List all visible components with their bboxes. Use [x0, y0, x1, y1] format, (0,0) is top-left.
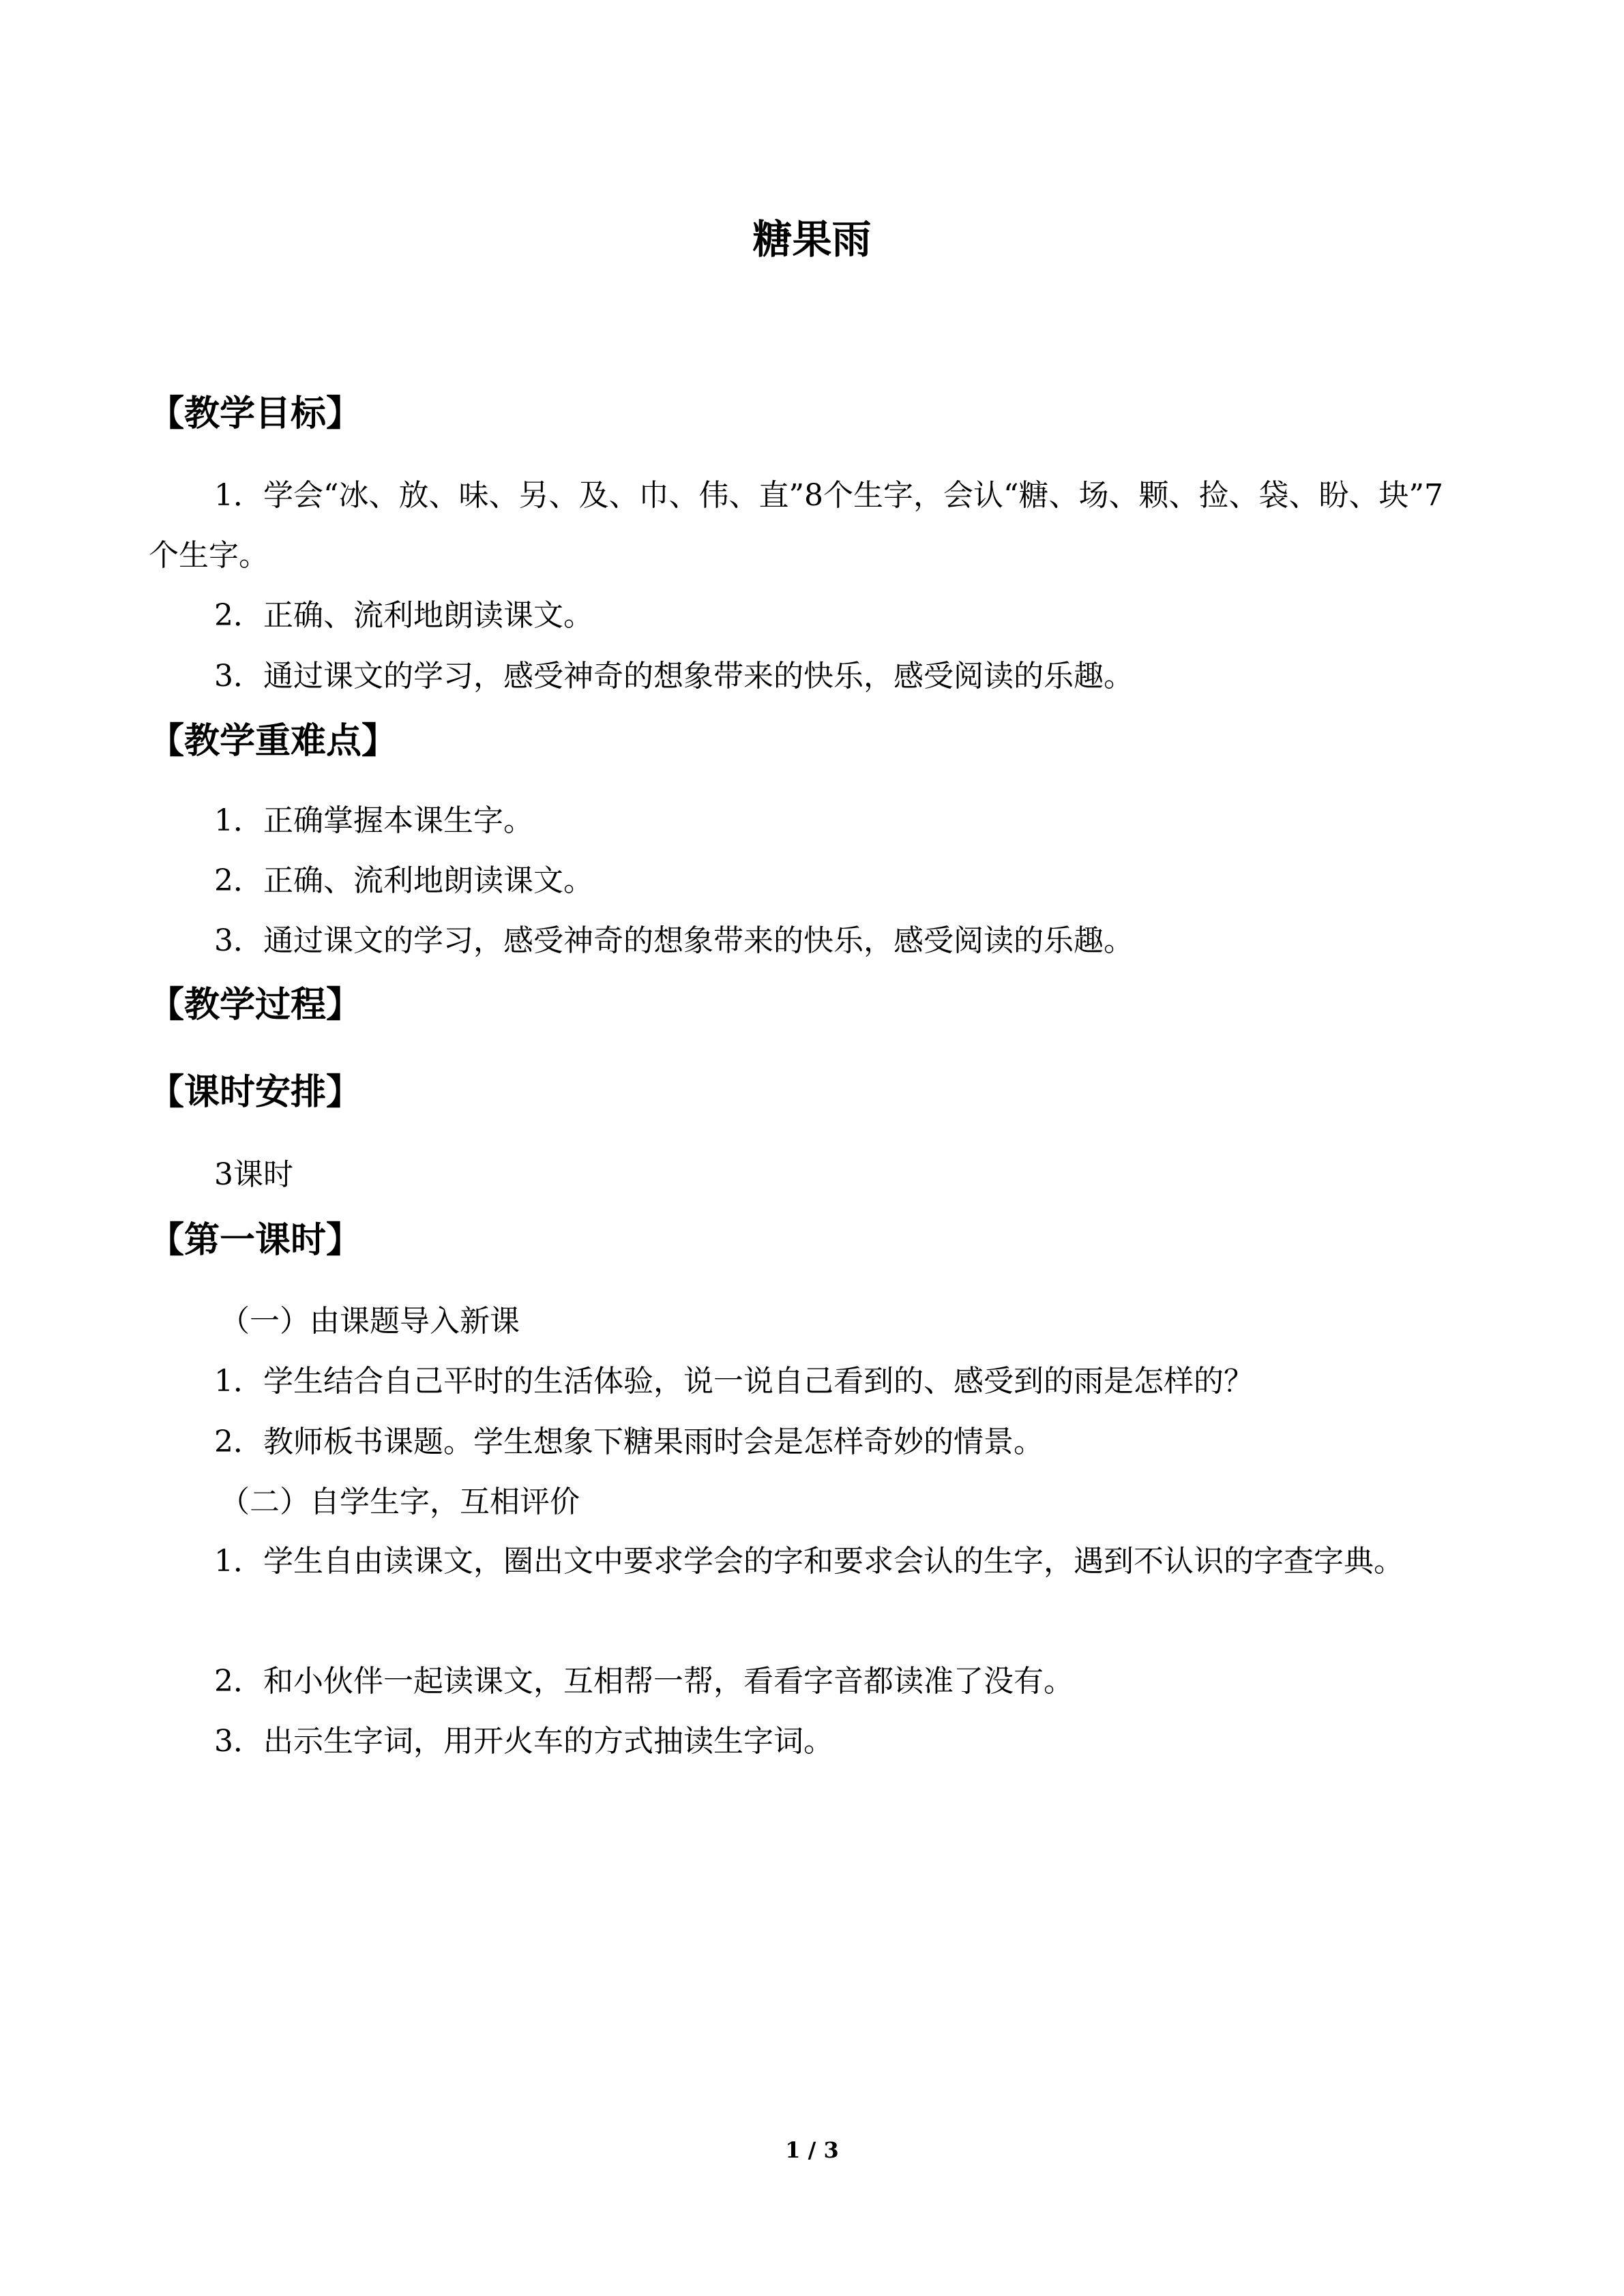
key-point-item-2: 2．正确、流利地朗读课文。 — [214, 863, 593, 898]
goal-item-3: 3．通过课文的学习，感受神奇的想象带来的快乐，感受阅读的乐趣。 — [214, 659, 1134, 694]
schedule-text: 3课时 — [214, 1157, 293, 1192]
lesson1-part2-item-2: 2．和小伙伴一起读课文，互相帮一帮，看看字音都读准了没有。 — [214, 1664, 1074, 1699]
lesson1-part1-title: （一）由课题导入新课 — [220, 1304, 520, 1339]
key-point-item-3: 3．通过课文的学习，感受神奇的想象带来的快乐，感受阅读的乐趣。 — [214, 923, 1134, 958]
lesson1-part2-item-1: 1．学生自由读课文，圈出文中要求学会的字和要求会认的生字，遇到不认识的字查字典。 — [214, 1544, 1404, 1579]
goal-item-1: 1．学会“冰、放、味、另、及、巾、伟、直”8个生字，会认“糖、场、颗、捡、袋、盼、块”7个生字。 — [149, 478, 1443, 573]
key-point-item-1: 1．正确掌握本课生字。 — [214, 803, 533, 838]
lesson1-part2-title: （二）自学生字，互相评价 — [220, 1485, 580, 1519]
lesson1-part1-item-2: 2．教师板书课题。学生想象下糖果雨时会是怎样奇妙的情景。 — [214, 1425, 1044, 1459]
section-heading-goals: 【教学目标】 — [149, 393, 362, 434]
lesson1-part2-item-3: 3．出示生字词，用开火车的方式抽读生字词。 — [214, 1724, 833, 1759]
section-heading-lesson1: 【第一课时】 — [149, 1219, 362, 1261]
section-heading-process: 【教学过程】 — [149, 984, 362, 1026]
goal-item-2: 2．正确、流利地朗读课文。 — [214, 598, 593, 633]
section-heading-key-points: 【教学重难点】 — [149, 720, 398, 762]
page-number: 1 / 3 — [785, 2137, 839, 2163]
page-title: 糖果雨 — [752, 216, 872, 263]
section-heading-schedule: 【课时安排】 — [149, 1071, 362, 1113]
lesson1-part1-item-1: 1．学生结合自己平时的生活体验，说一说自己看到的、感受到的雨是怎样的？ — [214, 1364, 1254, 1399]
